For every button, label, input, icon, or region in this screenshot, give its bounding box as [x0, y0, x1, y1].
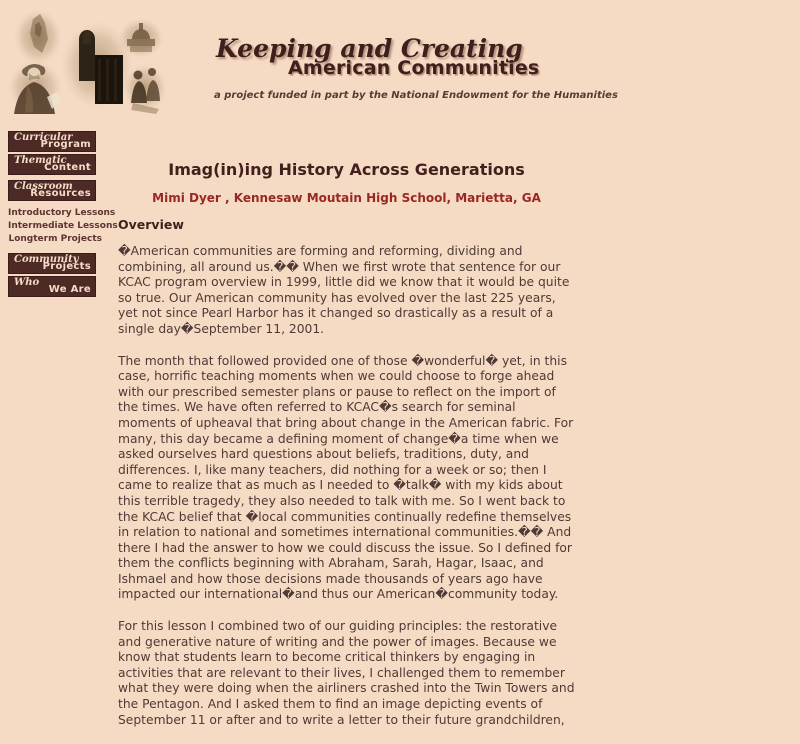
sidebar-item-thematic-content[interactable] [8, 154, 96, 175]
site-title-line2: American Communities [288, 57, 540, 79]
lesson-byline: Mimi Dyer , Kennesaw Moutain High School, Marietta, GA [152, 191, 541, 205]
button-script-label: Community [14, 254, 79, 265]
button-script-label: Thematic [14, 155, 67, 166]
site-title-line1: Keeping and Creating [216, 34, 523, 63]
overview-paragraph-2: The month that followed provided one of those �wonderful� yet, in this case, horrific teaching moments when we could choose to forge ahead with our prescribed semester plans or pause to reflect on the import of the times. We have often referred to KCAC�s search for seminal moments of upheaval that bring about change in the American fabric. For many, this day became a defining moment of change�a time when we asked ourselves hard questions about beliefs, traditions, duty, and differences. I, like many teachers, did nothing for a week or so; then I came to realize that as much as I needed to �talk� with my kids about this terrible tragedy, they also needed to talk with me. So I went back to the KCAC belief that �local communities continually redefine themselves in relation to national and sometimes international communities.�� And there I had the answer to how we could discuss the issue. So I defined for them the conflicts beginning with Abraham, Sarah, Hagar, Isaac, and Ishmael and how those decisions made thousands of years ago have impacted our international�and thus our American�community today. [118, 353, 574, 602]
button-bold-label: Projects [42, 261, 91, 272]
button-bold-label: Program [40, 139, 91, 150]
overview-heading: Overview [118, 217, 184, 232]
button-script-label: Who [14, 277, 40, 288]
button-bold-label: We Are [48, 284, 91, 295]
sidebar-item-curricular-program[interactable] [8, 131, 96, 152]
overview-body [118, 244, 575, 728]
main-content [118, 160, 575, 744]
overview-paragraph-3: For this lesson I combined two of our guiding principles: the restorative and generative nature of writing and the power of images. Because we know that students learn to become critical thinkers by engaging in activities that are relevant to their lives, I challenged them to remember what they were doing when the airliners crashed into the Twin Towers and the Pentagon. And I asked them to find an image depicting events of September 11 or after and to write a letter to their future grandchildren, [118, 619, 575, 727]
overview-paragraph-1: �American communities are forming and reforming, dividing and combining, all around us.�� When we first wrote that sentence for our KCAC program overview in 1999, little did we know that it would be quite so true. Our American community has evolved over the last 225 years, yet not since Pearl Harbor has it changed so drastically as a result of a single day�September 11, 2001. [118, 244, 570, 336]
sidebar-item-classroom-resources[interactable] [8, 180, 96, 201]
sepia-collage-image [5, 3, 165, 115]
sidebar-item-community-projects[interactable] [8, 253, 96, 274]
sidebar-sublinks [8, 207, 118, 246]
button-script-label: Classroom [14, 181, 73, 192]
sidebar-link-introductory-lessons[interactable]: Introductory Lessons [8, 208, 116, 218]
sidebar-nav [8, 131, 118, 299]
sidebar-link-longterm-projects[interactable]: Longterm Projects [8, 234, 102, 244]
sidebar-item-who-we-are[interactable] [8, 276, 96, 297]
sidebar-link-intermediate-lessons[interactable]: Intermediate Lessons [8, 221, 118, 231]
lesson-title: Imag(in)ing History Across Generations [168, 160, 525, 179]
button-script-label: Curricular [14, 132, 73, 143]
funding-tagline: a project funded in part by the National Endowment for the Humanities [214, 90, 618, 101]
button-bold-label: Content [44, 162, 91, 173]
button-bold-label: Resources [30, 188, 91, 199]
